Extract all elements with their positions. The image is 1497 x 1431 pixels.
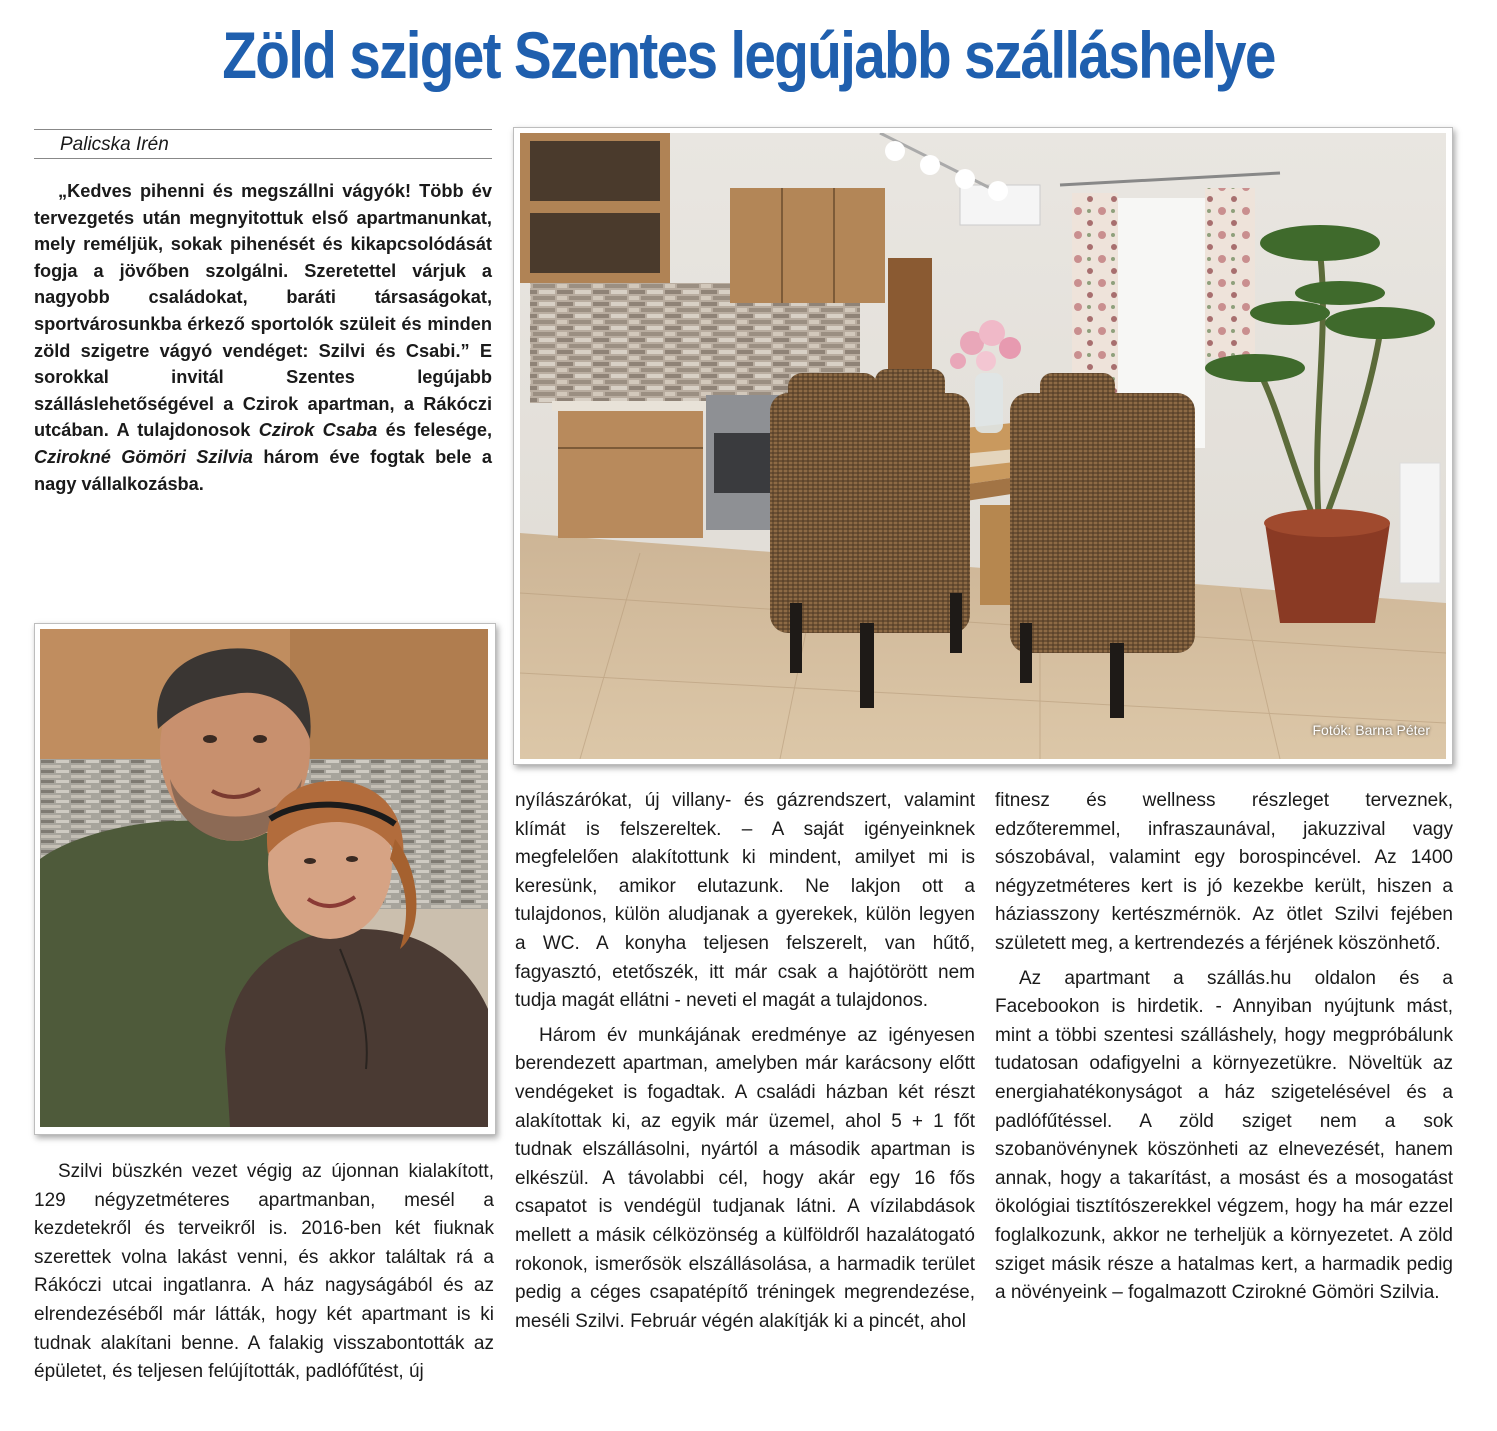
lead-text-1: „Kedves pihenni és megszállni vágyók! Több év tervezgetés után megnyitottuk első apartmanunkat, mely reméljük, sokak pihenését és kikapcsolódását fogja a jövőben szolgálni. Szeretettel várjuk a nagyobb családokat, baráti társaságokat, sportvárosunkba érkező sportolók szüleit és minden zöld szigetre vágyó vendéget: Szilvi és Csabi.” E sorokkal invitál Szentes legújabb szálláslehetőségével a Czirok apartman, a Rákóczi utcában. A tulajdonosok <box>34 181 492 441</box>
lead-paragraph <box>34 178 492 497</box>
author-name: Palicska Irén <box>60 134 169 155</box>
photo-credit: Fotók: Barna Péter <box>1312 722 1430 738</box>
column-2 <box>515 787 975 1336</box>
column-1 <box>34 1158 494 1387</box>
owners-portrait-illustration <box>40 629 488 1127</box>
lead-text-3: három éve fogtak bele a nagy vállalkozásba. <box>34 446 492 494</box>
dining-room-photo <box>513 127 1453 765</box>
article-title: Zöld sziget Szentes legújabb szálláshelye <box>222 18 1275 92</box>
col3-paragraph-2: Az apartmant a szállás.hu oldalon és a Facebookon is hirdetik. - Annyiban nyújtunk mást, mint a többi szentesi szálláshely, hogy megpróbálunk tudatosan odafigyelni a környezetükre. Növeltük az energiahatékonyságot a ház szigetelésével és a padlófűtéssel. A zöld sziget nem a sok szobanövénynek köszönheti az elnevezését, hanem annak, hogy a takarítást, a mosást és a mosogatást ökológiai tisztítószerekkel végzem, hogy ha már ezzel foglalkozunk, akkor ne terheljük a környezetet. A zöld sziget másik része a hatalmas kert, a harmadik pedig a növényeink – fogalmazott Czirokné Gömöri Szilvia. <box>995 967 1453 1304</box>
byline <box>34 129 492 159</box>
owner-name-2: Czirokné Gömöri Szilvia <box>34 446 253 467</box>
owner-name-1: Czirok Csaba <box>258 420 378 441</box>
col2-paragraph-2: Három év munkájának eredménye az igényesen berendezett apartman, amelyben már karácsony előtt vendégeket is fogadtak. A családi házban két részt alakítottak ki, az egyik már üzemel, ahol 5 + 1 főt tudnak elszállásolni, nyártól a második apartman is elkészül. A távolabbi cél, hogy akár egy 16 fős csapatot is vendégül tudjanak látni. A vízilabdások mellett a másik célközönség a külföldről hazalátogató rokonok, ismerősök elszállásolása, a harmadik terület pedig a céges csapatépítő tréningek megrendezése, meséli Szilvi. Február végén alakítják ki a pincét, ahol <box>515 1024 975 1332</box>
dining-room-illustration <box>520 133 1446 759</box>
lead-text-2: és felesége, <box>377 420 492 441</box>
owners-portrait-photo <box>34 623 496 1135</box>
col2-paragraph-1: nyílászárókat, új villany- és gázrendszert, valamint klímát is felszereltek. – A saját igényeinknek megfelelően alakítottunk ki mindent, amilyet mi is keresünk, amikor elutazunk. Ne lakjon ott a tulajdonos, külön aludjanak a gyerekek, külön legyen a WC. A konyha teljesen felszerelt, van hűtő, fagyasztó, etetőszék, itt már csak a hajótörött nem tudja magát ellátni - neveti el magát a tulajdonos. <box>515 790 975 1012</box>
col1-paragraph-1: Szilvi büszkén vezet végig az újonnan kialakított, 129 négyzetméteres apartmanban, mesél a kezdetekről és terveikről is. 2016-ben két fiuknak szerettek volna lakást venni, és akkor találtak rá a Rákóczi utcai ingatlanra. A ház nagyságából és az elrendezéséből már látták, hogy két apartmant is ki tudnak alakítani benne. A falakig visszabontották az épületet, és teljesen felújították, padlófűtést, új <box>34 1161 494 1383</box>
column-3 <box>995 787 1453 1308</box>
col3-paragraph-1: fitnesz és wellness részleget terveznek, edzőteremmel, infraszaunával, jakuzzival vagy sószobával, valamint egy borospincével. Az 1400 négyzetméteres kert is jó kezekbe került, hiszen a háziasszony kertészmérnök. Az ötlet Szilvi fejében született meg, a kertrendezés a férjének köszönhető. <box>995 790 1453 954</box>
